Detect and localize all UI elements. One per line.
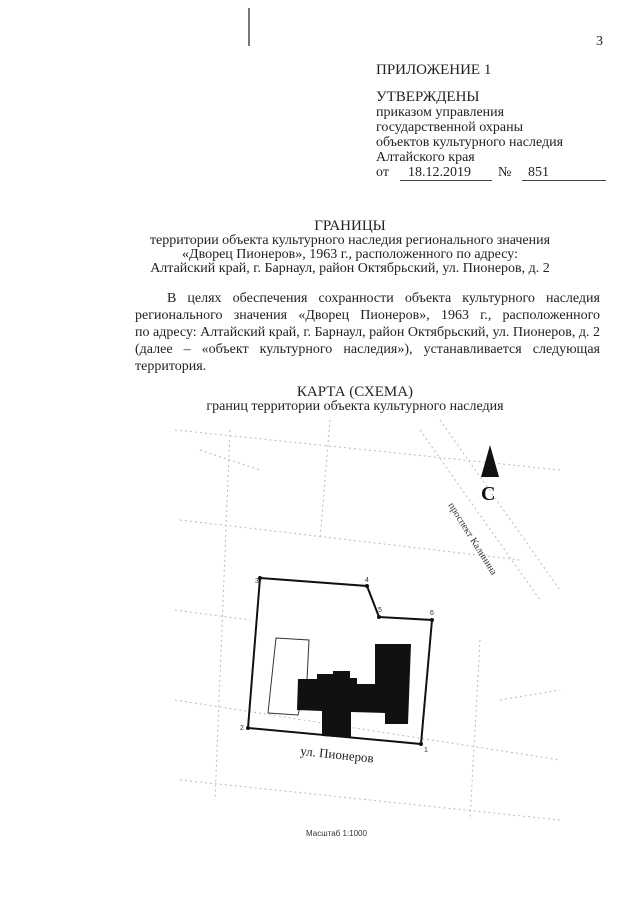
number-prefix: № xyxy=(498,165,512,180)
approval-line: объектов культурного наследия xyxy=(376,135,564,150)
north-arrow-icon xyxy=(481,445,499,477)
point-6-marker xyxy=(430,618,434,622)
title-heading: ГРАНИЦЫ xyxy=(314,218,386,234)
body-line: территория. xyxy=(135,359,207,374)
body-line: В целях обеспечения сохранности объекта культурного наследия xyxy=(167,291,600,306)
order-date: 18.12.2019 xyxy=(400,165,492,181)
map-subtitle: границ территории объекта культурного наследия xyxy=(206,399,504,414)
approval-line: государственной охраны xyxy=(376,120,524,135)
street-label-kalinina: проспект Калинина xyxy=(445,500,499,578)
north-label: С xyxy=(481,483,496,505)
body-line: по адресу: Алтайский край, г. Барнаул, район Октябрьский, ул. Пионеров, д. 2 xyxy=(135,325,600,340)
palace-building xyxy=(297,644,411,738)
map-title: КАРТА (СХЕМА) xyxy=(296,384,414,400)
title-line: Алтайский край, г. Барнаул, район Октябрьский, ул. Пионеров, д. 2 xyxy=(150,261,550,276)
title-line: территории объекта культурного наследия регионального значения xyxy=(149,233,551,248)
point-1-label: 1 xyxy=(424,747,428,754)
point-5-label: 5 xyxy=(378,607,382,614)
approval-line: приказом управления xyxy=(376,105,505,120)
order-number: 851 xyxy=(522,165,606,181)
point-4-label: 4 xyxy=(365,577,369,584)
street-label-pionerov: ул. Пионеров xyxy=(299,743,375,766)
point-3-label: 3 xyxy=(255,578,259,585)
point-6-label: 6 xyxy=(430,610,434,617)
point-5-marker xyxy=(377,615,381,619)
body-line: регионального значения «Дворец Пионеров», 1963 г., расположенного xyxy=(135,308,600,323)
point-1-marker xyxy=(419,742,423,746)
date-prefix: от xyxy=(376,165,389,180)
title-line: «Дворец Пионеров», 1963 г., расположенного по адресу: xyxy=(182,247,518,262)
approved-label: УТВЕРЖДЕНЫ xyxy=(376,89,480,105)
point-2-marker xyxy=(246,726,250,730)
point-2-label: 2 xyxy=(240,725,244,732)
appendix-label: ПРИЛОЖЕНИЕ 1 xyxy=(376,62,492,78)
page-number: 3 xyxy=(596,34,603,49)
approval-line: Алтайского края xyxy=(376,150,475,165)
point-4-marker xyxy=(365,584,369,588)
body-line: (далее – «объект культурного наследия»), устанавливается следующая xyxy=(135,342,600,357)
map-scale: Масштаб 1:1000 xyxy=(306,829,367,838)
